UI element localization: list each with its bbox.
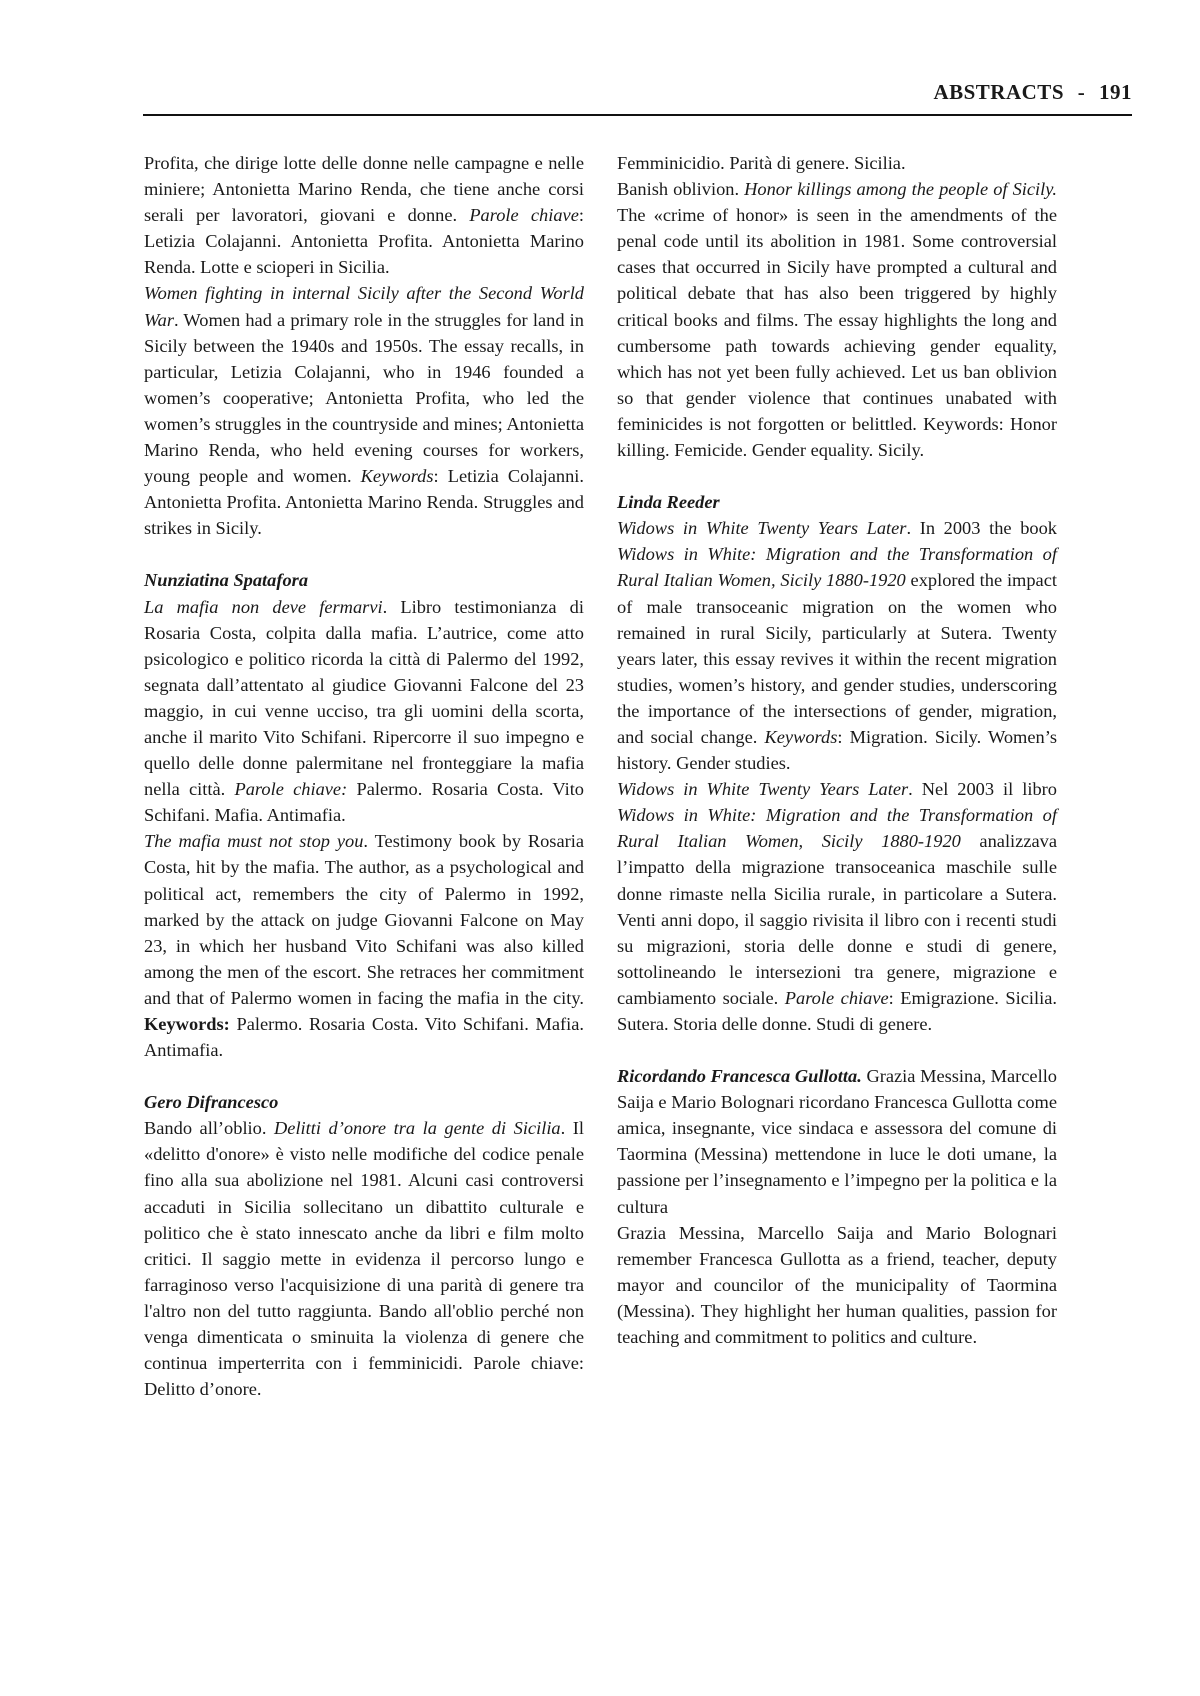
abstract-paragraph xyxy=(617,515,1057,776)
author-name: Linda Reeder xyxy=(617,492,720,513)
paragraph-text: . Il «delitto d'onore» è visto nelle modifiche del codice penale fino alla sua abolizione nel 1981. Alcuni casi controversi accaduti in Sicilia sollecitano un dibattito culturale e politico che è stato innescato anche da libri e film molto critici. Il saggio mette in evidenza il percorso lungo e farraginoso verso l'acquisizione di una parità di genere tra l'altro non del tutto raggiunta. Bando all'oblio perché non venga dimenticata o sminuita la violenza di genere che continua imperterrita con i femminicidi. Parole chiave: Delitto d’onore. xyxy=(144,1118,584,1400)
abstract-title: Widows in White Twenty Years Later xyxy=(617,518,907,539)
abstract-paragraph xyxy=(144,1115,584,1402)
abstract-paragraph: Femminicidio. Parità di genere. Sicilia. xyxy=(617,153,906,173)
author-name: Gero Difrancesco xyxy=(144,1092,279,1113)
right-column xyxy=(617,150,1057,1350)
paragraph-text: explored the impact of male transoceanic migration on the women who remained in rural Sicily, particularly at Sutera. Twenty years later, this essay revives it within the recent migration studies, women’s history, and gender studies, underscoring the importance of the intersections of gender, migration, and social change. xyxy=(617,570,1057,747)
abstract-paragraph xyxy=(617,176,1057,463)
paragraph-text: . Testimony book by Rosaria Costa, hit by the mafia. The author, as a psychological and political act, remembers the city of Palermo in 1992, marked by the attack on judge Giovanni Falcone on May 23, in which her husband Vito Schifani was also killed among the men of the escort. She retraces her commitment and that of Palermo women in facing the mafia in the city. xyxy=(144,831,585,1008)
paragraph-text: . Nel 2003 il libro xyxy=(908,779,1057,800)
page-header xyxy=(143,78,1132,116)
keywords-label: Parole chiave xyxy=(784,987,889,1008)
abstract-paragraph: Grazia Messina, Marcello Saija and Mario Bolognari remember Francesca Gullotta as a friend, teacher, deputy mayor and councilor of the municipality of Taormina (Messina). They highlight her human qualities, passion for teaching and commitment to politics and culture. xyxy=(617,1222,1057,1348)
keywords-text: : Letizia Colajanni. Antonietta Profita. Antonietta Marino Renda. Struggles and strikes in Sicily. xyxy=(144,466,584,539)
paragraph-text: . Women had a primary role in the struggles for land in Sicily between the 1940s and 1950s. The essay recalls, in particular, Letizia Colajanni, who in 1946 founded a women’s cooperative; Antonietta Profita, who led the women’s struggles in the countryside and mines; Antonietta Marino Renda, who held evening courses for workers, young people and women. xyxy=(144,309,584,487)
abstract-paragraph xyxy=(144,280,584,541)
left-column xyxy=(144,150,584,1402)
keywords-text: Palermo. Rosaria Costa. Vito Schifani. Mafia. Antimafia. xyxy=(144,779,584,826)
keywords-text: : Emigrazione. Sicilia. Sutera. Storia delle donne. Studi di genere. xyxy=(617,987,1057,1034)
abstract-title: The mafia must not stop you xyxy=(144,831,364,852)
abstract-paragraph xyxy=(617,776,1057,1037)
keywords-label: Parole chiave xyxy=(469,205,579,226)
abstract-paragraph xyxy=(617,1063,1057,1220)
paragraph-text: . Libro testimonianza di Rosaria Costa, colpita dalla mafia. L’autrice, come atto psicologico e politico ricorda la città di Palermo del 1992, segnata dall’attentato al giudice Giovanni Falcone del 23 maggio, in cui venne ucciso, tra gli uomini della scorta, anche il marito Vito Schifani. Ripercorre il suo impegno e quello delle donne palermitane nel fronteggiare la mafia nella città. xyxy=(144,596,584,800)
paragraph-text: Profita, che dirige lotte delle donne nelle campagne e nelle miniere; Antonietta Marino Renda, che tiene anche corsi serali per lavoratori, giovani e donne. xyxy=(144,153,584,226)
abstract-title: Honor killings among the people of Sicily. xyxy=(744,179,1058,200)
page-number: 191 xyxy=(1099,80,1132,104)
keywords-label: Keywords xyxy=(764,726,838,747)
keywords-text: : Migration. Sicily. Women’s history. Gender studies. xyxy=(617,726,1057,774)
book-title: Widows in White: Migration and the Transformation of Rural Italian Women, Sicily 1880-1920 xyxy=(617,544,1057,591)
keywords-label: Parole chiave: xyxy=(234,779,348,800)
keywords-label: Keywords xyxy=(360,466,434,487)
paragraph-text: analizzava l’impatto della migrazione transoceanica maschile sulle donne rimaste nella Sicilia rurale, in particolare a Sutera. Venti anni dopo, il saggio rivisita il libro con i recenti studi su migrazioni, storia delle donne e studi di genere, sottolineando le intersezioni tra genere, migrazione e cambiamento sociale. xyxy=(617,831,1058,1008)
header-separator: - xyxy=(1077,80,1086,104)
abstract-paragraph xyxy=(144,594,584,829)
running-head xyxy=(933,80,1132,105)
author-name: Nunziatina Spatafora xyxy=(144,570,309,591)
book-title: Widows in White: Migration and the Transformation of Rural Italian Women, Sicily 1880-1920 xyxy=(617,805,1057,852)
keywords-text: : Letizia Colajanni. Antonietta Profita. Antonietta Marino Renda. Lotte e scioperi in Sicilia. xyxy=(144,205,584,278)
abstract-paragraph xyxy=(144,150,584,280)
paragraph-text: Grazia Messina, Marcello Saija e Mario Bolognari ricordano Francesca Gullotta come amica, insegnante, vice sindaca e assessora del comune di Taormina (Messina) mettendone in luce le doti umane, la passione per l’insegnamento e l’impegno per la politica e la cultura xyxy=(617,1066,1058,1217)
keywords-text: Palermo. Rosaria Costa. Vito Schifani. Mafia. Antimafia. xyxy=(144,1014,584,1061)
abstract-title: La mafia non deve fermarvi xyxy=(144,596,383,617)
paragraph-text: Banish oblivion. xyxy=(617,179,745,200)
abstract-paragraph xyxy=(144,828,584,1063)
keywords-label: Keywords: xyxy=(144,1014,230,1034)
abstract-title: Widows in White Twenty Years Later xyxy=(617,779,909,800)
section-title: ABSTRACTS xyxy=(933,80,1064,104)
paragraph-text: Bando all’oblio. xyxy=(144,1118,274,1139)
paragraph-text: . In 2003 the book xyxy=(906,518,1057,539)
abstract-title: Delitti d’onore tra la gente di Sicilia xyxy=(274,1118,561,1139)
abstract-title: Women fighting in internal Sicily after the Second World War xyxy=(144,283,584,330)
abstract-title: Ricordando Francesca Gullotta. xyxy=(617,1066,862,1087)
paragraph-text: The «crime of honor» is seen in the amendments of the penal code until its abolition in 1981. Some controversial cases that occurred in Sicily have prompted a cultural and political debate that has also been triggered by highly critical books and films. The essay highlights the long and cumbersome path towards achieving gender equality, which has not yet been fully achieved. Let us ban oblivion so that gender violence that continues unabated with feminicides is not forgotten or belittled. Keywords: Honor killing. Femicide. Gender equality. Sicily. xyxy=(617,205,1057,461)
